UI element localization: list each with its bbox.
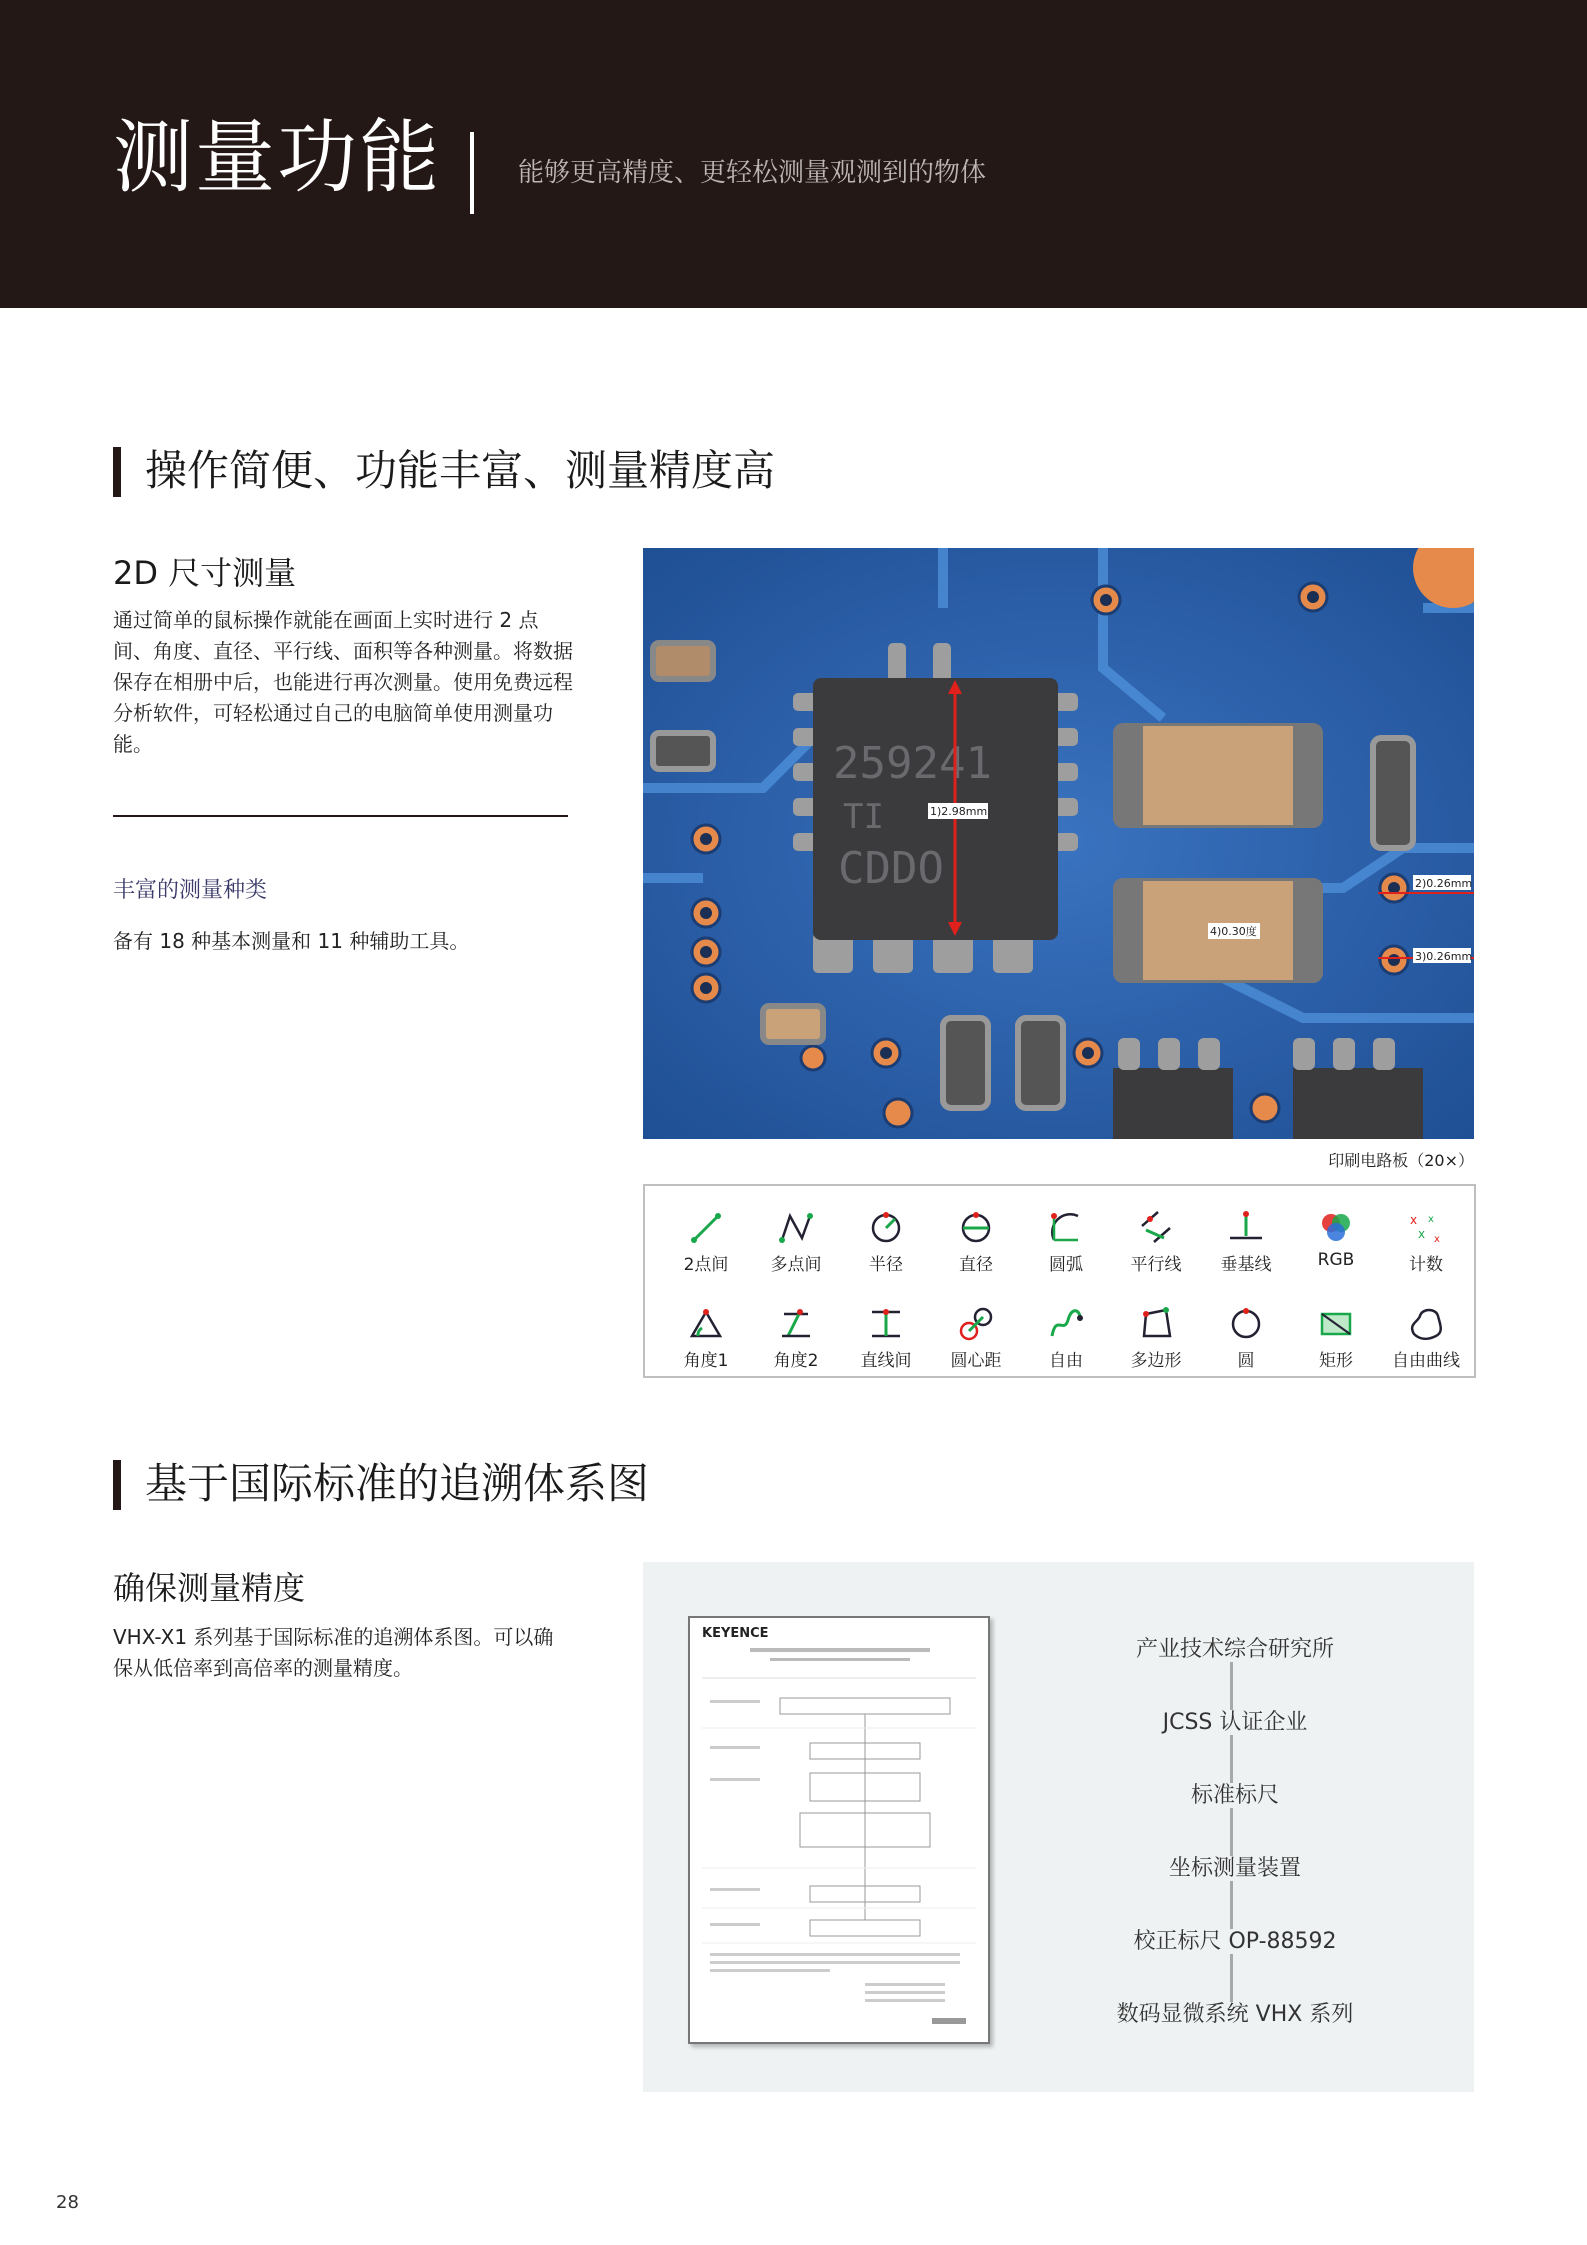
polygon-icon: [1136, 1304, 1176, 1344]
tool-multi-points: [751, 1208, 841, 1275]
rectangle-icon: [1316, 1304, 1356, 1344]
svg-text:x: x: [1434, 1234, 1440, 1245]
tool-arc: [1021, 1208, 1111, 1275]
photo-caption: 印刷电路板（20×）: [1328, 1151, 1474, 1170]
section1-body: 通过简单的鼠标操作就能在画面上实时进行 2 点间、角度、直径、平行线、面积等各种测量。将数据保存在相册中后，也能进行再次测量。使用免费远程分析软件，可轻松通过自己的电脑简单使用测量功能。: [113, 608, 573, 756]
tool-label: 2点间: [683, 1255, 729, 1275]
traceability-certificate: [688, 1616, 990, 2044]
tool-label: 矩形: [1319, 1351, 1353, 1371]
divider-rule: [113, 815, 568, 817]
svg-text:x: x: [1428, 1214, 1434, 1225]
chain-item: 标准标尺: [1040, 1778, 1430, 1809]
tool-label: 圆弧: [1049, 1255, 1083, 1275]
tool-angle1: [661, 1304, 751, 1371]
tool-label: RGB: [1317, 1250, 1355, 1270]
tool-parallel-lines: [1111, 1208, 1201, 1275]
section1-subheading: 丰富的测量种类: [113, 878, 268, 903]
angle2-icon: [776, 1304, 816, 1344]
tool-center-distance: [931, 1304, 1021, 1371]
tool-free: [1021, 1304, 1111, 1371]
tool-label: 自由: [1049, 1351, 1083, 1371]
tool-label: 角度2: [773, 1351, 819, 1371]
circle-icon: [1226, 1304, 1266, 1344]
arc-icon: [1046, 1208, 1086, 1248]
tool-diameter: [931, 1208, 1021, 1275]
tool-angle2: [751, 1304, 841, 1371]
tool-rgb: [1291, 1208, 1381, 1270]
tool-circle: [1201, 1304, 1291, 1371]
certificate-diagram: [690, 1618, 988, 2042]
multi-points-icon: [776, 1208, 816, 1248]
parallel-lines-icon: [1136, 1208, 1176, 1248]
tool-label: 垂基线: [1220, 1255, 1272, 1275]
angle1-icon: [686, 1304, 726, 1344]
tool-perpendicular: [1201, 1208, 1291, 1275]
tool-label: 多点间: [770, 1255, 822, 1275]
tool-label: 圆: [1237, 1351, 1255, 1371]
section-marker: [113, 1460, 121, 1510]
free-curve-icon: [1406, 1304, 1446, 1344]
section1-subbody: 备有 18 种基本测量和 11 种辅助工具。: [113, 929, 470, 953]
tool-label: 角度1: [683, 1351, 729, 1371]
page-number: 28: [56, 2192, 79, 2213]
chip-text-2: TI: [843, 797, 884, 837]
chain-item: 校正标尺 OP-88592: [1040, 1924, 1430, 1955]
pcb-photo: [643, 548, 1474, 1139]
section-marker: [113, 447, 121, 497]
chip-text-1: 259241: [833, 738, 992, 789]
between-lines-icon: [866, 1304, 906, 1344]
svg-text:x: x: [1418, 1227, 1426, 1241]
measure-label-3: 3)0.26mm: [1415, 950, 1473, 963]
tool-label: 平行线: [1130, 1255, 1182, 1275]
measure-label-1: 1)2.98mm: [930, 805, 988, 818]
center-distance-icon: [956, 1304, 996, 1344]
page-title: 测量功能: [113, 111, 441, 204]
chain-item: 坐标测量装置: [1040, 1851, 1430, 1882]
tool-label: 直径: [959, 1255, 993, 1275]
keyence-logo: KEYENCE: [702, 1626, 769, 1641]
tool-rectangle: [1291, 1304, 1381, 1371]
header-divider: [470, 132, 474, 214]
perpendicular-icon: [1226, 1208, 1266, 1248]
radius-icon: [866, 1208, 906, 1248]
chip-text-3: CDDO: [838, 843, 944, 894]
rgb-icon: [1316, 1208, 1356, 1248]
diameter-icon: [956, 1208, 996, 1248]
chain-item: 数码显微系统 VHX 系列: [1040, 1997, 1430, 2028]
tool-label: 圆心距: [950, 1351, 1002, 1371]
tool-label: 半径: [869, 1255, 903, 1275]
tool-between-lines: [841, 1304, 931, 1371]
two-points-icon: [686, 1208, 726, 1248]
measure-label-2: 2)0.26mm: [1415, 877, 1473, 890]
tool-label: 多边形: [1130, 1351, 1182, 1371]
chain-item: 产业技术综合研究所: [1040, 1632, 1430, 1663]
section2-heading: 确保测量精度: [113, 1569, 306, 1607]
free-icon: [1046, 1304, 1086, 1344]
measure-label-4: 4)0.30度: [1210, 925, 1257, 938]
tool-label: 计数: [1409, 1255, 1443, 1275]
section2-body: VHX-X1 系列基于国际标准的追溯体系图。可以确保从低倍率到高倍率的测量精度。: [113, 1625, 554, 1680]
tool-two-points: [661, 1208, 751, 1275]
page-header: [0, 0, 1587, 308]
count-icon: [1406, 1208, 1446, 1248]
pcb-illustration: [643, 548, 1474, 1139]
page-subtitle: 能够更高精度、更轻松测量观测到的物体: [518, 158, 987, 188]
svg-text:x: x: [1410, 1213, 1418, 1227]
tool-count: [1381, 1208, 1471, 1275]
tool-label: 自由曲线: [1392, 1351, 1460, 1371]
tool-polygon: [1111, 1304, 1201, 1371]
section1-heading: 2D 尺寸测量: [113, 554, 297, 592]
tool-label: 直线间: [860, 1351, 912, 1371]
chain-item: JCSS 认证企业: [1040, 1705, 1430, 1736]
tool-free-curve: [1381, 1304, 1471, 1371]
tool-radius: [841, 1208, 931, 1275]
measurement-tools-panel: [643, 1184, 1476, 1378]
